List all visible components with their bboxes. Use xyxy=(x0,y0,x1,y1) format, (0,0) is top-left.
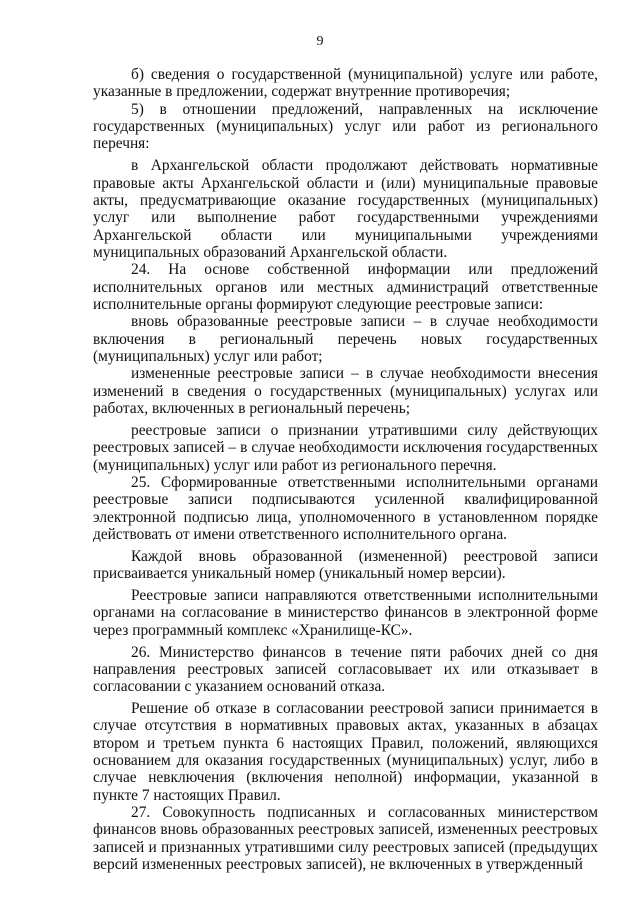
paragraph: Решение об отказе в согласовании реестровой записи принимается в случае отсутствия в нормативных правовых актах, указанных в абзацах втором и третьем пункта 6 настоящих Правил, положений, являющихся основанием для оказания государственных (муниципальных) услуг, либо в случае невключения (включения неполной) информации, указанной в пункте 7 настоящих Правил. xyxy=(93,700,598,804)
paragraph: измененные реестровые записи – в случае необходимости внесения изменений в сведения о государственных (муниципальных) услугах или работах, включенных в региональный перечень; xyxy=(93,365,598,418)
paragraph: Каждой вновь образованной (измененной) реестровой записи присваивается уникальный номер (уникальный номер версии). xyxy=(93,547,598,583)
paragraph: б) сведения о государственной (муниципальной) услуге или работе, указанные в предложении, содержат внутренние противоречия; xyxy=(93,66,598,101)
paragraph: Реестровые записи направляются ответственными исполнительными органами на согласование в министерство финансов в электронной форме через программный комплекс «Хранилище-КС». xyxy=(93,586,598,639)
paragraph: в Архангельской области продолжают действовать нормативные правовые акты Архангельской области и (или) муниципальные правовые акты, предусматривающие оказание государственных (муниципальных) услуг или выполнение работ государственными учреждениями Архангельской области или муниципальными учреждениями муниципальных образований Архангельской области. xyxy=(93,157,598,261)
paragraph: реестровые записи о признании утратившими силу действующих реестровых записей – в случае необходимости исключения государственных (муниципальных) услуг или работ из регионального перечня. xyxy=(93,421,598,474)
document-body xyxy=(93,66,598,873)
paragraph: 5) в отношении предложений, направленных на исключение государственных (муниципальных) услуг или работ из регионального перечня: xyxy=(93,100,598,153)
page-number: 9 xyxy=(316,34,324,49)
paragraph: 24. На основе собственной информации или предложений исполнительных органов или местных администраций ответственные исполнительные органы формируют следующие реестровые записи: xyxy=(93,261,598,313)
paragraph: вновь образованные реестровые записи – в случае необходимости включения в региональный перечень новых государственных (муниципальных) услуг или работ; xyxy=(93,313,598,365)
paragraph: 26. Министерство финансов в течение пяти рабочих дней со дня направления реестровых записей согласовывает их или отказывает в согласовании с указанием оснований отказа. xyxy=(93,643,598,696)
paragraph: 27. Совокупность подписанных и согласованных министерством финансов вновь образованных реестровых записей, измененных реестровых записей и признанных утратившими силу реестровых записей (предыдущих версий измененных реестровых записей), не включенных в утвержденный xyxy=(93,804,598,874)
paragraph: 25. Сформированные ответственными исполнительными органами реестровые записи подписываются усиленной квалифицированной электронной подписью лица, уполномоченного в установленном порядке действовать от имени ответственного исполнительного органа. xyxy=(93,473,598,543)
